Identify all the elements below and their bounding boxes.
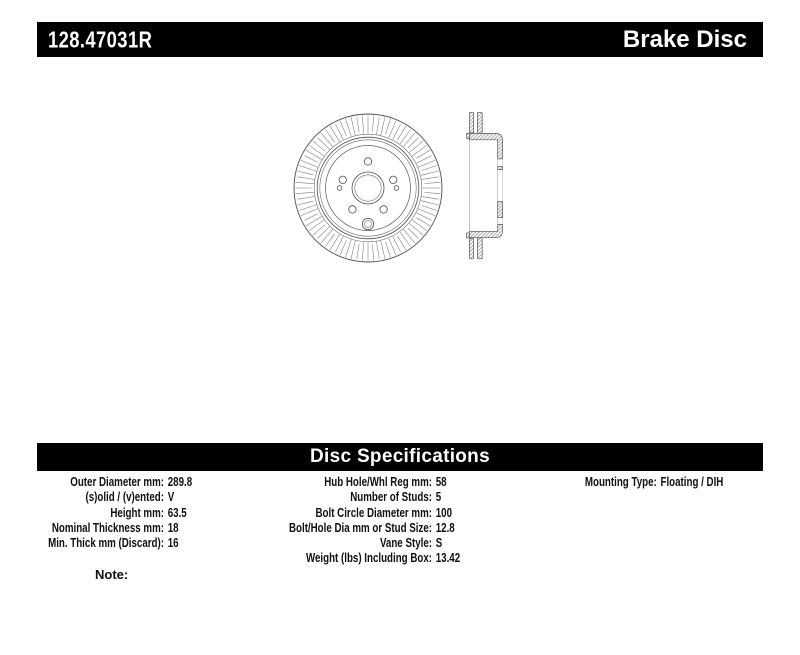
spec-label: Hub Hole/Whl Reg mm: <box>324 474 432 489</box>
spec-label: Nominal Thickness mm: <box>51 519 164 535</box>
spec-value: V <box>167 489 175 505</box>
spec-row <box>240 474 460 489</box>
spec-value: 289.8 <box>167 474 193 489</box>
stud-hole <box>339 176 346 183</box>
hat-wall-section <box>498 202 503 218</box>
alignment-hole <box>394 186 399 191</box>
brake-disc-technical-drawing <box>285 100 515 275</box>
spec-value: 13.42 <box>435 550 461 566</box>
spec-row <box>240 535 460 550</box>
spec-row <box>240 520 460 535</box>
spec-row <box>530 474 723 489</box>
stud-hole <box>390 176 397 183</box>
spec-row <box>240 550 460 565</box>
spec-row <box>38 474 192 489</box>
spec-label: Bolt/Hole Dia mm or Stud Size: <box>288 519 432 535</box>
friction-plate-section <box>470 112 474 132</box>
spec-row <box>38 489 192 504</box>
spec-column-left <box>38 474 192 550</box>
header-bar <box>37 22 763 57</box>
spec-row <box>240 489 460 504</box>
flange-lip <box>467 133 470 138</box>
spec-value: S <box>435 535 443 551</box>
friction-plate-section <box>470 238 474 258</box>
stud-hole <box>364 158 371 165</box>
spec-section-header <box>37 443 763 471</box>
product-title: Brake Disc <box>622 25 747 53</box>
spec-value: 16 <box>167 535 179 551</box>
spec-value: 63.5 <box>167 504 187 520</box>
spec-label: Weight (lbs) Including Box: <box>305 550 432 566</box>
stud-hole <box>349 206 356 213</box>
spec-label: Outer Diameter mm: <box>70 474 164 489</box>
spec-label: Bolt Circle Diameter mm: <box>315 504 432 520</box>
spec-value: 18 <box>167 519 179 535</box>
spec-label: Number of Studs: <box>350 489 432 505</box>
hub-hole <box>352 172 384 204</box>
spec-label: Mounting Type: <box>584 474 657 489</box>
hat-section <box>469 224 502 237</box>
spec-value: 12.8 <box>435 519 455 535</box>
spec-column-right <box>530 474 723 489</box>
hat-wall-section <box>498 167 503 170</box>
stud-hole <box>380 206 387 213</box>
spec-value: 5 <box>435 489 442 505</box>
spec-row <box>38 505 192 520</box>
spec-label: Vane Style: <box>379 535 432 551</box>
part-number: 128.47031R <box>48 26 153 52</box>
spec-label: Min. Thick mm (Discard): <box>48 535 164 551</box>
spec-label: (s)olid / (v)ented: <box>85 489 164 505</box>
disc-front-view <box>294 114 442 262</box>
flange-lip <box>467 233 470 238</box>
spec-row <box>38 535 192 550</box>
hat-section <box>469 133 502 159</box>
note-label: Note: <box>95 567 129 582</box>
disc-cross-section-view <box>467 112 503 258</box>
spec-section-title: Disc Specifications <box>310 446 490 467</box>
friction-plate-section <box>477 238 482 259</box>
spec-column-middle <box>240 474 460 566</box>
spec-value: 100 <box>435 504 453 520</box>
spec-value: Floating / DIH <box>660 474 724 489</box>
spec-value: 58 <box>435 474 447 489</box>
friction-plate-section <box>477 112 482 133</box>
spec-row <box>38 520 192 535</box>
spec-label: Height mm: <box>110 504 164 520</box>
spec-row <box>240 505 460 520</box>
alignment-hole <box>337 186 342 191</box>
set-screw-hole <box>362 218 373 229</box>
